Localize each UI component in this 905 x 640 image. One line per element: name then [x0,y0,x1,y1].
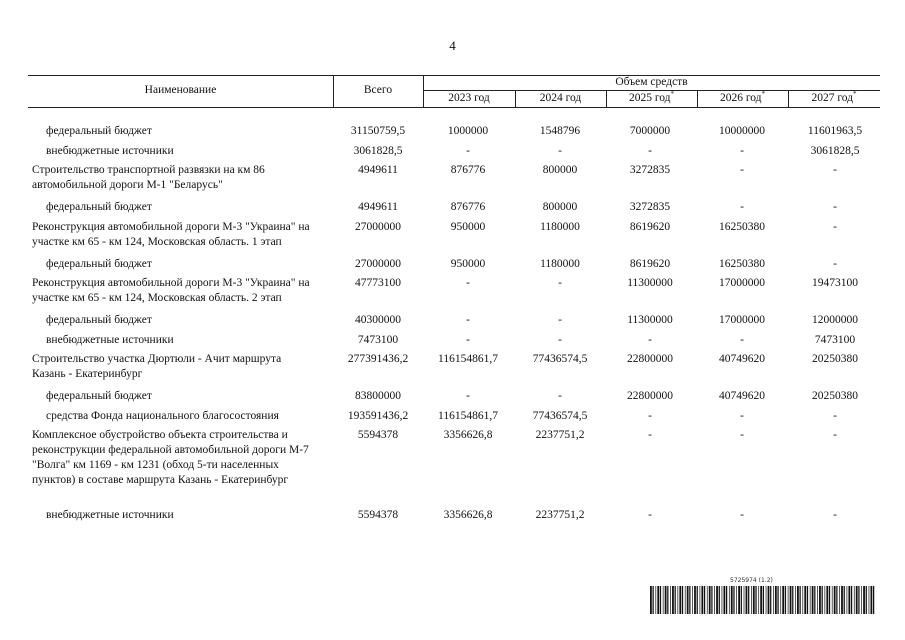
year-value: 876776 [450,201,486,213]
barcode-bar [825,586,826,614]
barcode-bar [672,586,674,614]
year-value: - [466,314,470,326]
barcode-bar [869,586,870,614]
year-value: - [648,429,652,441]
row-name: внебюджетные источники [46,144,174,157]
year-value: 800000 [542,164,578,176]
barcode-bar [748,586,749,614]
row-name: федеральный бюджет [46,257,152,270]
barcode-bar [663,586,664,614]
barcode-bar [807,586,808,614]
year-value: 7473100 [814,333,856,346]
page-number: 4 [449,38,456,53]
year-value: 16250380 [719,220,765,233]
barcode-bar [719,586,720,614]
barcode-bar [847,586,848,614]
year-value: 116154861,7 [438,353,498,365]
year-value: - [466,390,470,402]
row-name: средства Фонда национального благосостояния [46,409,279,422]
barcode-bar [844,586,845,614]
year-value: - [740,164,744,176]
year-value: 1180000 [540,257,580,270]
barcode-bar [701,586,703,614]
barcode-bar [697,586,698,614]
year-value: - [648,333,652,346]
barcode-bar [744,586,745,614]
barcode [650,586,876,614]
barcode-bar [700,586,701,614]
barcode-bar [858,586,859,614]
barcode-bar [832,586,833,614]
barcode-bar [836,586,837,614]
year-value: - [558,144,562,157]
barcode-bar [670,586,671,614]
barcode-bar [758,586,759,614]
footnote-mark: * [670,90,675,99]
barcode-bar [729,586,730,614]
barcode-bar [792,586,793,614]
year-value: 11300000 [627,314,673,326]
year-value: 17000000 [719,314,765,326]
row-name: федеральный бюджет [46,390,152,402]
year-value: 77436574,5 [532,409,588,422]
barcode-bar [863,586,865,614]
total-value: 5594378 [357,509,399,521]
year-value: - [558,314,562,326]
year-value: - [558,277,562,289]
total-value: 193591436,2 [347,409,409,422]
year-value: 77436574,5 [532,353,588,365]
barcode-bar [751,586,752,614]
year-value: - [648,409,652,422]
header-name: Наименование [144,84,217,96]
header-year: 2025 год* [628,90,675,104]
year-value: 17000000 [719,277,765,289]
barcode-bar [704,586,705,614]
barcode-bar [777,586,778,614]
year-value: - [740,201,744,213]
barcode-bar [738,586,740,614]
barcode-bar [839,586,840,614]
year-value: 3061828,5 [810,144,860,157]
barcode-bar [722,586,723,614]
barcode-bar [716,586,718,614]
header-year: 2023 год [448,92,490,104]
barcode-bar [788,586,789,614]
barcode-bar [655,586,656,614]
barcode-bar [785,586,786,614]
barcode-bar [760,586,762,614]
barcode-bar [861,586,862,614]
year-value: 8619620 [629,257,671,270]
barcode-bar [667,586,668,614]
barcode-bar [679,586,681,614]
year-value: 1180000 [540,220,580,233]
barcode-bar [790,586,792,614]
barcode-bar [810,586,811,614]
year-value: - [833,164,837,176]
total-value: 47773100 [355,277,401,289]
year-value: - [833,201,837,213]
year-value: - [558,390,562,402]
barcode-bar [773,586,774,614]
year-value: 10000000 [719,125,765,137]
header-funding: Объем средств [615,76,688,88]
year-value: 2237751,2 [535,509,585,521]
total-value: 27000000 [355,220,401,233]
barcode-bar [822,586,823,614]
barcode-bar [829,586,830,614]
barcode-bar [675,586,676,614]
year-value: - [833,409,837,422]
year-value: 11601963,5 [807,125,863,137]
barcode-bar [775,586,777,614]
barcode-bar [780,586,781,614]
barcode-bar [800,586,801,614]
footnote-mark: * [853,90,857,99]
year-value: - [740,509,744,521]
header-year: 2027 год* [811,90,857,104]
year-value: 22800000 [627,353,673,365]
barcode-bar [682,586,683,614]
barcode-bar [834,586,836,614]
barcode-bar [812,586,814,614]
barcode-bar [653,586,654,614]
barcode-bar [711,586,712,614]
row-name: федеральный бюджет [46,314,152,326]
row-name: федеральный бюджет [46,125,152,137]
barcode-bar [746,586,748,614]
year-value: - [833,257,837,270]
row-name: Реконструкция автомобильной дороги М-3 "Украина" на участке км 65 - км 124, Московская область. 1 этап [32,220,310,248]
row-name: Реконструкция автомобильной дороги М-3 "Украина" на участке км 65 - км 124, Московская область. 2 этап [32,277,310,304]
year-value: 3272835 [629,164,671,176]
barcode-bar [854,586,855,614]
row-name: федеральный бюджет [46,201,152,213]
barcode-bar [826,586,828,614]
barcode-bar [660,586,661,614]
barcode-bar [873,586,874,614]
barcode-bar [795,586,796,614]
year-value: 3356626,8 [443,509,493,521]
total-value: 27000000 [355,257,401,270]
year-value: - [740,429,744,441]
year-value: 8619620 [629,220,671,233]
barcode-bar [817,586,818,614]
barcode-label: 5725974 (1.2) [730,577,773,584]
barcode-bar [856,586,858,614]
header-total: Всего [363,84,393,96]
barcode-bar [689,586,690,614]
barcode-bar [741,586,742,614]
total-value: 277391436,2 [347,353,409,365]
barcode-bar [753,586,755,614]
year-value: 3272835 [629,201,671,213]
year-value: - [558,333,562,346]
year-value: 1000000 [447,125,489,137]
year-value: 40749620 [719,390,765,402]
year-value: - [648,144,652,157]
year-value: 20250380 [812,353,858,365]
barcode-bar [755,586,756,614]
barcode-bar [685,586,686,614]
year-value: 116154861,7 [438,409,498,422]
barcode-bar [731,586,733,614]
row-name: Строительство участка Дюртюли - Ачит маршрута Казань - Екатеринбург [32,353,282,380]
barcode-bar [736,586,737,614]
year-value: - [833,220,837,233]
total-value: 4949611 [358,201,398,213]
barcode-bar [687,586,689,614]
year-value: 19473100 [812,277,858,289]
barcode-bar [848,586,850,614]
total-value: 40300000 [355,314,401,326]
header-year: 2026 год* [719,90,766,104]
year-value: 2237751,2 [535,429,585,441]
barcode-bar [714,586,715,614]
year-value: 40749620 [719,353,765,365]
year-value: 1548796 [539,125,581,137]
year-value: 950000 [450,257,486,270]
barcode-bar [657,586,659,614]
year-value: - [833,429,837,441]
year-value: - [740,409,744,422]
barcode-bar [733,586,734,614]
year-value: - [740,144,744,157]
barcode-bar [709,586,711,614]
footnote-mark: * [761,90,766,99]
barcode-bar [802,586,803,614]
barcode-bar [866,586,867,614]
barcode-bar [770,586,771,614]
year-value: - [833,509,837,521]
barcode-bar [707,586,708,614]
year-value: 12000000 [812,314,858,326]
header-year: 2024 год [539,92,582,104]
year-value: 3356626,8 [443,429,493,441]
barcode-bar [871,586,873,614]
year-value: - [648,509,652,521]
barcode-bar [665,586,667,614]
barcode-bar [841,586,843,614]
total-value: 83800000 [355,390,401,402]
barcode-bar [694,586,696,614]
barcode-bar [724,586,726,614]
total-value: 4949611 [358,164,398,176]
year-value: - [466,333,470,346]
barcode-bar [726,586,727,614]
barcode-bar [819,586,821,614]
row-name: внебюджетные источники [46,509,174,521]
row-name: Строительство транспортной развязки на км 86 автомобильной дороги М-1 "Беларусь" [32,164,265,191]
row-name: Комплексное обустройство объекта строительства и реконструкции федеральной автомобильной дороги М-7 "Волга" км 1169 - км 1231 (обход 5-ти населенных пунктов) в составе маршрута Казань - Екатеринбург [32,429,309,486]
year-value: - [466,277,470,289]
year-value: 950000 [450,220,486,233]
year-value: 800000 [542,201,578,213]
barcode-bar [851,586,852,614]
barcode-bar [804,586,806,614]
total-value: 3061828,5 [353,144,403,157]
barcode-bar [692,586,693,614]
barcode-bar [782,586,784,614]
year-value: 16250380 [719,257,765,270]
barcode-bar [678,586,679,614]
total-value: 31150759,5 [350,125,406,137]
year-value: - [466,144,470,157]
barcode-bar [763,586,764,614]
year-value: 876776 [450,164,486,176]
total-value: 5594378 [357,429,399,441]
barcode-bar [650,586,652,614]
barcode-bar [797,586,799,614]
year-value: 7000000 [629,125,671,137]
barcode-bar [766,586,767,614]
barcode-bar [814,586,815,614]
barcode-bar [768,586,770,614]
year-value: 22800000 [627,390,673,402]
row-name: внебюджетные источники [46,333,174,346]
year-value: - [740,333,744,346]
year-value: 20250380 [812,390,858,402]
total-value: 7473100 [357,333,399,346]
year-value: 11300000 [627,277,673,289]
